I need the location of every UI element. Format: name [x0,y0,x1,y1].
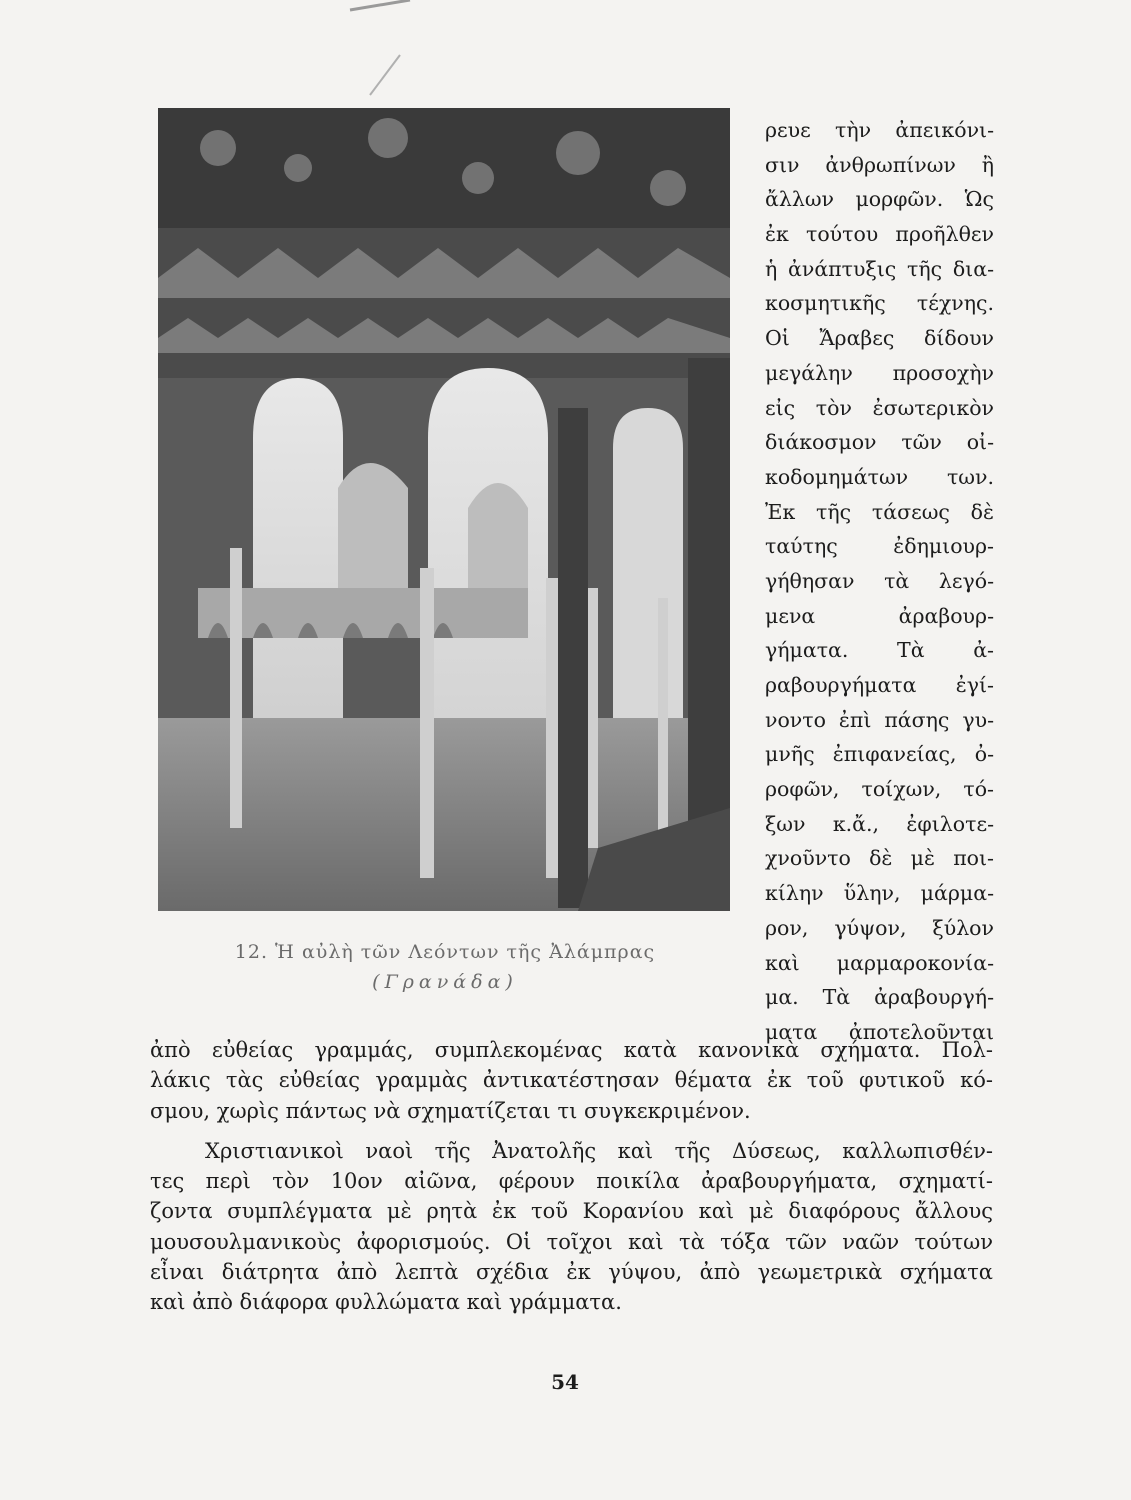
alhambra-court-photo [158,108,730,911]
text-line: ραβουργήματα ἐγί- [765,673,994,697]
text-line: χνοῦντο δὲ μὲ ποι- [765,846,994,871]
text-line: ξων κ.ἄ., ἐφιλοτε- [765,811,994,836]
figure-caption: 12. Ἡ αὐλὴ τῶν Λεόντων τῆς Ἀλάμπρας [234,941,656,963]
text-line: γήματα. Τὰ ἀ- [765,638,994,663]
text-line: ματα ἀποτελοῦνται [765,1019,994,1044]
text-line: Ἐκ τῆς τάσεως δὲ [765,499,994,524]
text-line: γήθησαν τὰ λεγό- [765,568,994,593]
text-line: μεγάλην προσοχὴν [765,360,994,385]
text-line: τες περὶ τὸν 10ον αἰῶνα, φέρουν ποικίλα ἀραβουργήματα, σχηματί- [150,1169,993,1194]
page-number: 54 [551,1370,579,1394]
body-text [150,1035,993,1318]
text-line: μα. Τὰ ἀραβουργή- [765,985,994,1010]
text-line: μνῆς ἐπιφανείας, ὀ- [765,742,994,767]
text-line: νοντο ἐπὶ πάσης γυ- [765,707,994,732]
text-line: ταύτης ἐδημιουρ- [765,534,994,559]
text-line: ἀπὸ εὐθείας γραμμάς, συμπλεκομένας κατὰ κανονικὰ σχήματα. Πολ- [150,1038,993,1062]
figure-caption-location: (Γρανάδα) [372,971,518,993]
text-line: σιν ἀνθρωπίνων ἢ [765,152,994,177]
text-line: ρευε τὴν ἀπεικόνι- [765,118,994,142]
text-line: ἐκ τούτου προῆλθεν [765,222,994,247]
text-line: Οἱ Ἄραβες δίδουν [765,326,994,351]
text-line: ζοντα συμπλέγματα μὲ ρητὰ ἐκ τοῦ Κορανίου καὶ μὲ διαφόρους ἄλλους [150,1199,993,1224]
side-text-column [765,113,994,1050]
text-line: σμου, χωρὶς πάντως νὰ σχηματίζεται τι συγκεκριμένον. [150,1098,751,1123]
text-line: κίλην ὕλην, μάρμα- [765,881,994,906]
text-line: ρον, γύψον, ξύλον [765,915,994,940]
text-line: ροφῶν, τοίχων, τό- [765,777,994,802]
text-line: κοδομημάτων των. [765,464,994,489]
text-line: κοσμητικῆς τέχνης. [765,291,994,316]
text-line: ἡ ἀνάπτυξις τῆς δια- [765,256,994,281]
text-line: μουσουλμανικοὺς ἀφορισμούς. Οἱ τοῖχοι καὶ τὰ τόξα τῶν ναῶν τούτων [150,1229,993,1254]
text-line: διάκοσμον τῶν οἰ- [765,430,994,455]
text-line: εἶναι διάτρητα ἀπὸ λεπτὰ σχέδια ἐκ γύψου, ἀπὸ γεωμετρικὰ σχήματα [150,1260,993,1285]
text-line: καὶ μαρμαροκονία- [765,950,994,975]
scratch-mark [330,0,420,100]
text-line: λάκις τὰς εὐθείας γραμμὰς ἀντικατέστησαν θέματα ἐκ τοῦ φυτικοῦ κό- [150,1068,993,1093]
text-line: Χριστιανικοὶ ναοὶ τῆς Ἀνατολῆς καὶ τῆς Δύσεως, καλλωπισθέν- [205,1138,993,1163]
text-line: ἄλλων μορφῶν. Ὡς [765,187,994,212]
text-line: καὶ ἀπὸ διάφορα φυλλώματα καὶ γράμματα. [150,1290,622,1315]
text-line: μενα ἀραβουρ- [765,603,994,628]
text-line: εἰς τὸν ἐσωτερικὸν [765,395,994,420]
